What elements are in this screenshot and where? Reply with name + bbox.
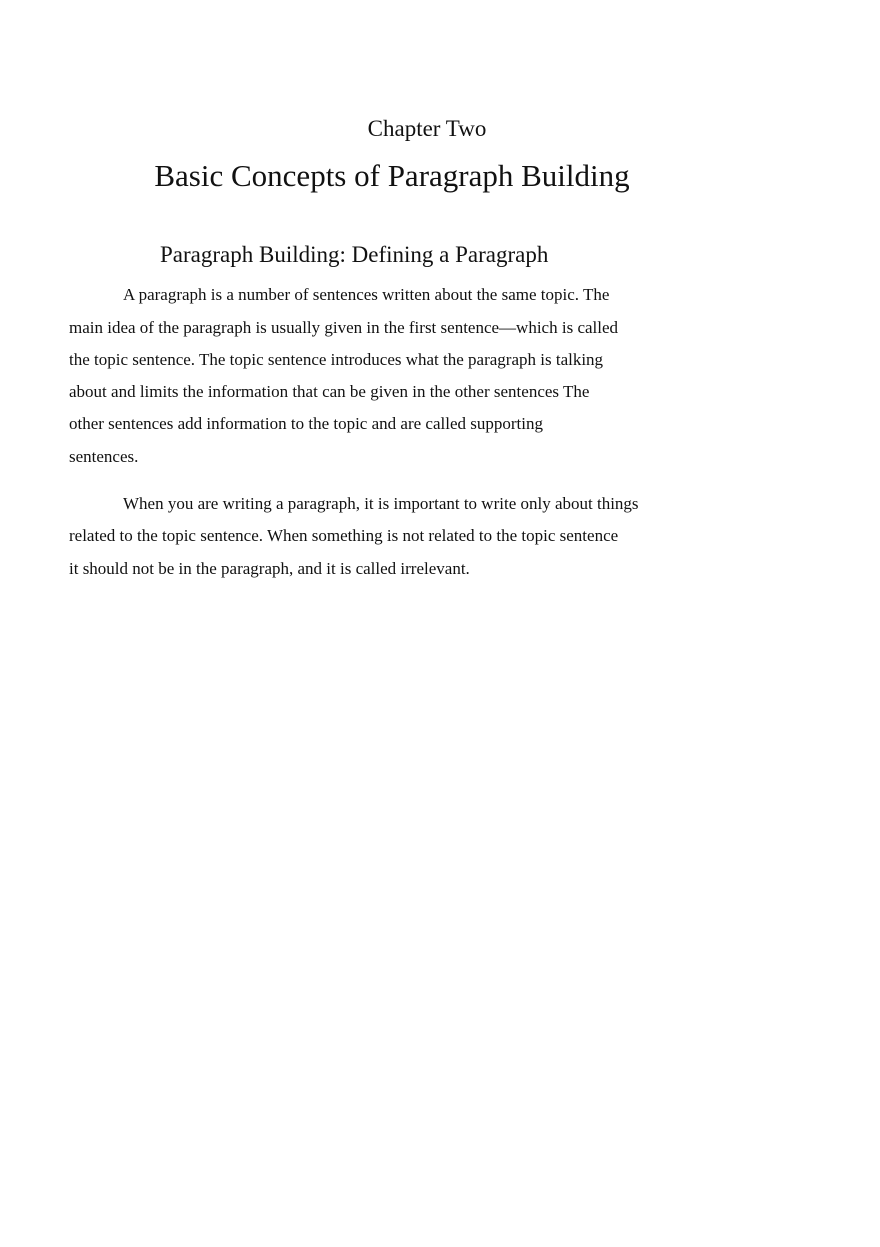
paragraph-line: main idea of the paragraph is usually given in the first sentence—which is called <box>69 318 619 337</box>
paragraph-line: the topic sentence. The topic sentence introduces what the paragraph is talking <box>69 350 604 369</box>
section-heading: Paragraph Building: Defining a Paragraph <box>160 242 549 267</box>
paragraph-line: related to the topic sentence. When something is not related to the topic sentence <box>69 526 619 545</box>
paragraph-line: sentences. <box>69 447 139 466</box>
paragraph-line: other sentences add information to the topic and are called supporting <box>69 414 543 433</box>
paragraph-line: it should not be in the paragraph, and it is called irrelevant. <box>69 559 470 578</box>
chapter-label: Chapter Two <box>367 116 487 141</box>
paragraph-line: When you are writing a paragraph, it is important to write only about things <box>123 494 639 513</box>
chapter-title: Basic Concepts of Paragraph Building <box>154 158 630 193</box>
paragraph-line: about and limits the information that can be given in the other sentences The <box>69 382 590 401</box>
paragraph-line: A paragraph is a number of sentences written about the same topic. The <box>123 285 610 304</box>
